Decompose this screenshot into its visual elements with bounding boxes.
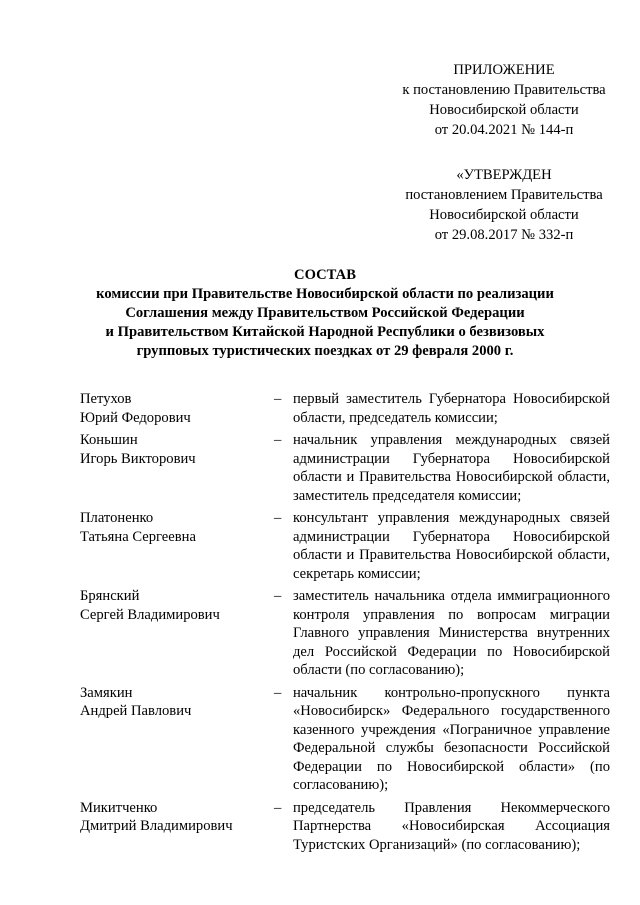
member-row — [0, 587, 640, 680]
members-list — [0, 390, 640, 858]
member-dash: – — [274, 684, 282, 701]
member-role: консультант управления международных связей администрации Губернатора Новосибирской области и Правительства Новосибирской области, секретарь комиссии; — [293, 510, 610, 582]
member-role: начальник контрольно-пропускного пункта «Новосибирск» Федерального государственного казенного учреждения «Пограничное управление Федеральной службы безопасности Российской Федерации по Новосибирской области» (по согласованию); — [293, 684, 610, 793]
member-row — [0, 390, 640, 427]
member-given-name: Андрей Павлович — [80, 703, 192, 719]
member-given-name: Юрий Федорович — [80, 409, 191, 426]
member-surname: Брянский — [80, 588, 140, 604]
member-name — [80, 684, 270, 721]
member-given-name: Татьяна Сергеевна — [80, 528, 196, 545]
member-dash: – — [274, 799, 282, 816]
approved-stamp-line: «УТВЕРЖДЕН — [456, 167, 552, 183]
member-name — [80, 390, 270, 427]
member-role: заместитель начальника отдела иммиграционного контроля управления по вопросам миграции Главного управления Министерства внутренних дел Российской Федерации по Новосибирской области (по согласованию); — [293, 588, 610, 678]
appendix-stamp-line: ПРИЛОЖЕНИЕ — [453, 62, 555, 78]
member-given-name: Сергей Владимирович — [80, 606, 220, 623]
document-title — [60, 266, 590, 361]
title-line: комиссии при Правительстве Новосибирской области по реализации — [96, 286, 554, 302]
approved-stamp-line: от 29.08.2017 № 332-п — [434, 227, 574, 243]
appendix-stamp — [386, 60, 622, 140]
title-heading: СОСТАВ — [294, 267, 356, 283]
member-dash: – — [274, 432, 282, 448]
member-surname: Коньшин — [80, 432, 138, 448]
member-surname: Платоненко — [80, 510, 154, 526]
member-surname: Микитченко — [80, 799, 158, 816]
member-role: первый заместитель Губернатора Новосибирской области, председатель комиссии; — [293, 391, 610, 426]
member-row — [0, 509, 640, 583]
title-line: и Правительством Китайской Народной Республики о безвизовых — [105, 324, 545, 340]
member-name — [80, 799, 270, 836]
member-surname: Петухов — [80, 391, 132, 407]
approved-stamp-line: Новосибирской области — [429, 207, 579, 223]
title-line: Соглашения между Правительством Российской Федерации — [125, 305, 525, 321]
member-given-name: Игорь Викторович — [80, 450, 196, 467]
member-dash: – — [274, 510, 282, 526]
title-line: групповых туристических поездках от 29 февраля 2000 г. — [136, 343, 514, 359]
approved-stamp — [386, 165, 622, 245]
member-row — [0, 431, 640, 505]
member-row — [0, 684, 640, 795]
member-row — [0, 799, 640, 855]
appendix-stamp-line: Новосибирской области — [429, 102, 579, 118]
appendix-stamp-line: от 20.04.2021 № 144-п — [434, 122, 574, 138]
member-given-name: Дмитрий Владимирович — [80, 818, 233, 834]
member-role: начальник управления международных связей администрации Губернатора Новосибирской области и Правительства Новосибирской области, заместитель председателя комиссии; — [293, 432, 610, 504]
approved-stamp-line: постановлением Правительства — [405, 187, 603, 203]
member-dash: – — [274, 588, 282, 604]
appendix-stamp-line: к постановлению Правительства — [402, 82, 606, 98]
member-surname: Замякин — [80, 684, 133, 701]
member-name — [80, 509, 270, 546]
member-name — [80, 587, 270, 624]
member-name — [80, 431, 270, 468]
member-role: председатель Правления Некоммерческого Партнерства «Новосибирская Ассоциация Туристских Организаций» (по согласованию); — [293, 799, 610, 853]
member-dash: – — [274, 391, 282, 407]
